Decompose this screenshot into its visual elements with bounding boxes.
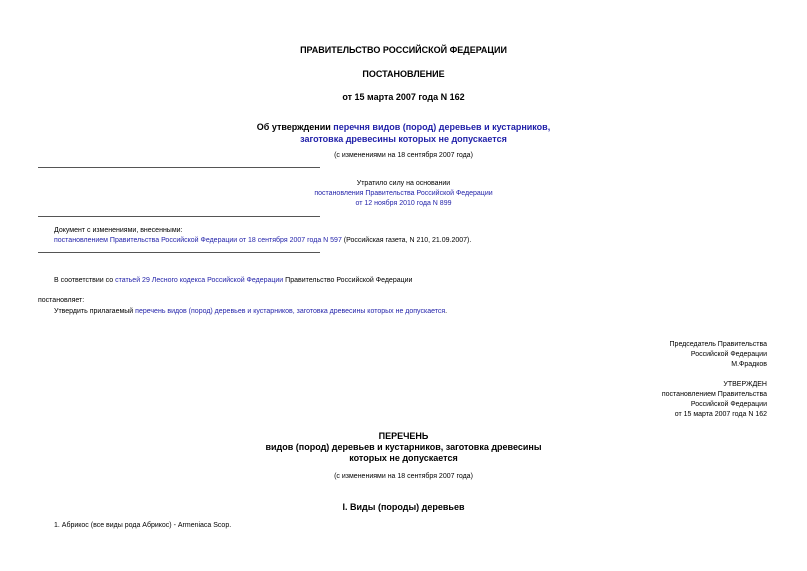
approved-label: УТВЕРЖДЕН	[723, 381, 767, 388]
changes-line	[54, 237, 471, 244]
paragraph-basis	[54, 277, 412, 284]
amendments-note: (с изменениями на 18 сентября 2007 года)	[334, 152, 473, 159]
divider-1	[38, 167, 320, 168]
paragraph-approve	[54, 308, 447, 315]
section-title: I. Виды (породы) деревьев	[342, 502, 465, 512]
document-date-number: от 15 марта 2007 года N 162	[342, 92, 465, 102]
para2-prefix: Утвердить прилагаемый	[54, 308, 136, 315]
decrees-word: постановляет:	[38, 297, 85, 304]
approved-line2: постановлением Правительства	[661, 391, 767, 398]
title-prefix: Об утверждении	[256, 122, 331, 132]
signature-position: Председатель Правительства	[669, 341, 767, 348]
para1-prefix: В соответствии со	[54, 277, 116, 284]
forest-code-link[interactable]: статьей 29 Лесного кодекса Российской Федерации	[115, 277, 284, 284]
government-name: ПРАВИТЕЛЬСТВО РОССИЙСКОЙ ФЕДЕРАЦИИ	[300, 45, 507, 55]
divider-2	[38, 216, 320, 217]
para1-suffix: Правительство Российской Федерации	[283, 277, 413, 284]
expired-link-line3[interactable]: от 12 ноября 2010 года N 899	[355, 200, 452, 207]
changes-link[interactable]: постановлением Правительства Российской Федерации от 18 сентября 2007 года N 597	[54, 237, 342, 244]
title-link-part2[interactable]: заготовка древесины которых не допускается	[300, 134, 507, 144]
list-subheading-line2: которых не допускается	[349, 453, 458, 463]
expired-line1: Утратило силу на основании	[356, 180, 451, 187]
document-type: ПОСТАНОВЛЕНИЕ	[362, 69, 445, 79]
title-link-part1[interactable]: перечня видов (пород) деревьев и кустарников,	[333, 122, 551, 132]
approved-line3: Российской Федерации	[690, 401, 767, 408]
document-title-line1	[0, 122, 807, 132]
list-amendments-note: (с изменениями на 18 сентября 2007 года)	[334, 473, 473, 480]
changes-label: Документ с изменениями, внесенными:	[54, 227, 183, 234]
list-link[interactable]: перечень видов (пород) деревьев и кустарников, заготовка древесины которых не допускается	[135, 308, 446, 315]
divider-3	[38, 252, 320, 253]
signature-name: М.Фрадков	[731, 361, 767, 368]
approved-line4: от 15 марта 2007 года N 162	[674, 411, 767, 418]
signature-country: Российской Федерации	[690, 351, 767, 358]
list-subheading-line1: видов (пород) деревьев и кустарников, заготовка древесины	[265, 442, 542, 452]
expired-link-line2[interactable]: постановления Правительства Российской Федерации	[314, 190, 493, 197]
changes-tail: (Российская газета, N 210, 21.09.2007).	[341, 237, 472, 244]
list-item: 1. Абрикос (все виды рода Абрикос) - Armeniaca Scop.	[54, 522, 232, 529]
list-heading: ПЕРЕЧЕНЬ	[378, 431, 429, 441]
para2-suffix: .	[445, 308, 448, 315]
